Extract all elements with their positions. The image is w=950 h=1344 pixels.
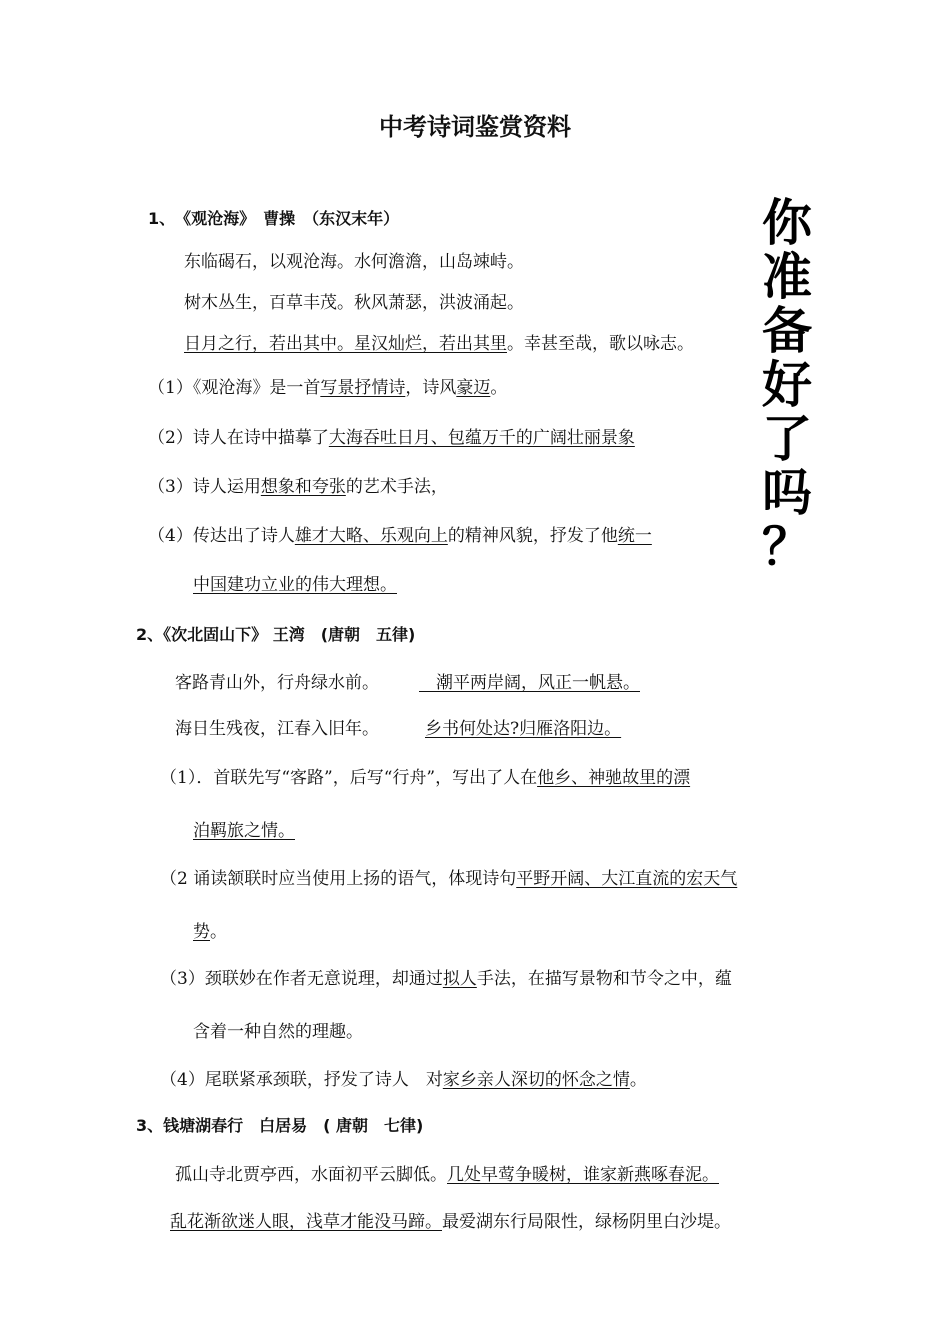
poem2-question4 <box>160 1069 647 1091</box>
text: ，诗风 <box>405 378 457 398</box>
text: 的艺术手法， <box>345 477 448 497</box>
underlined-text: 家乡亲人深切的怀念之情 <box>442 1070 630 1090</box>
underlined-text: 豪迈 <box>456 378 491 398</box>
poem1-heading: 1、 《观沧海》 曹操 （东汉末年） <box>148 209 400 228</box>
text: 海日生残夜，江春入旧年。 <box>175 719 379 739</box>
poem3-line1 <box>175 1164 719 1186</box>
side-char: 备 <box>762 302 812 360</box>
side-char: 准 <box>762 248 812 306</box>
poem2-question2 <box>160 868 737 890</box>
poem1-question4 <box>148 525 652 547</box>
poem3-heading: 3、钱塘湖春行 白居易 ( 唐朝 七律) <box>136 1116 424 1135</box>
side-char: 你 <box>762 194 812 252</box>
poem2-question1 <box>160 767 690 789</box>
poem2-question3-cont: 含着一种自然的理趣。 <box>193 1022 363 1042</box>
text: （3）诗人运用 <box>148 477 261 497</box>
poem1-line3 <box>184 333 694 355</box>
poem1-line1: 东临碣石，以观沧海。水何澹澹，山岛竦峙。 <box>184 252 524 272</box>
text: 。 <box>210 922 227 942</box>
underlined-text: 潮平两岸阔，风正一帆悬。 <box>419 673 640 693</box>
underlined-text: 想象和夸张 <box>260 477 346 497</box>
underlined-text: 拟人 <box>442 969 477 989</box>
poem2-line1 <box>175 672 640 694</box>
poem1-question4-cont: 中国建功立业的伟大理想。 <box>193 575 397 595</box>
text: 。 <box>490 378 508 398</box>
text: （2）诗人在诗中描摹了 <box>148 428 329 448</box>
text: （4）传达出了诗人 <box>148 526 295 546</box>
page-title: 中考诗词鉴赏资料 <box>379 113 571 141</box>
underlined-text: 统一 <box>617 526 652 546</box>
underlined-text: 日月之行，若出其中。星汉灿烂，若出其里 <box>184 334 507 354</box>
side-char: ？ <box>762 518 812 576</box>
side-char: 好 <box>762 356 812 414</box>
text: （3）颈联妙在作者无意说理，却通过 <box>160 969 443 989</box>
text: （1）．首联先写“客路”，后写“行舟”，写出了人在 <box>160 768 538 788</box>
underlined-text: 雄才大略、乐观向上 <box>294 526 448 546</box>
text: 客路青山外，行舟绿水前。 <box>175 673 379 693</box>
poem2-question1-cont: 泊羁旅之情。 <box>193 821 295 841</box>
text: （1）《观沧海》是一首 <box>148 378 321 398</box>
poem3-line2 <box>170 1211 731 1233</box>
text: （4）尾联紧承颈联，抒发了诗人 对 <box>160 1070 443 1090</box>
underlined-text: 几处早莺争暖树，谁家新燕啄春泥。 <box>447 1165 719 1185</box>
text: 孤山寺北贾亭西，水面初平云脚低。 <box>175 1165 447 1185</box>
poem2-heading: 2、《次北固山下》 王湾 (唐朝 五律) <box>136 625 416 644</box>
text: 手法，在描写景物和节令之中，蕴 <box>476 969 732 989</box>
side-char: 吗 <box>762 464 812 522</box>
side-char: 了 <box>762 410 812 468</box>
side-vertical-text <box>752 196 822 574</box>
poem2-line2 <box>175 718 621 740</box>
text: 最爱湖东行局限性，绿杨阴里白沙堤。 <box>442 1212 731 1232</box>
poem2-question2-cont <box>193 921 227 943</box>
underlined-text: 势 <box>193 922 210 942</box>
text: 。 <box>629 1070 647 1090</box>
underlined-text: 大海吞吐日月、包蕴万千的广阔壮丽景象 <box>328 428 635 448</box>
poem1-line2: 树木丛生，百草丰茂。秋风萧瑟，洪波涌起。 <box>184 293 524 313</box>
poem1-question1 <box>148 377 507 399</box>
poem1-question3 <box>148 476 448 498</box>
poem1-question2 <box>148 427 635 449</box>
text: 的精神风貌，抒发了他 <box>447 526 618 546</box>
underlined-text: 写景抒情诗 <box>320 378 406 398</box>
underlined-text: 乡书何处达?归雁洛阳边。 <box>425 719 622 739</box>
underlined-text: 乱花渐欲迷人眼，浅草才能没马蹄。 <box>170 1212 442 1232</box>
poem2-question3 <box>160 968 732 990</box>
underlined-text: 平野开阔、大江直流的宏天气 <box>516 869 738 889</box>
text: （2 诵读颔联时应当使用上扬的语气，体现诗句 <box>160 869 517 889</box>
underlined-text: 他乡、神驰故里的漂 <box>537 768 691 788</box>
text: 。幸甚至哉，歌以咏志。 <box>507 334 694 354</box>
